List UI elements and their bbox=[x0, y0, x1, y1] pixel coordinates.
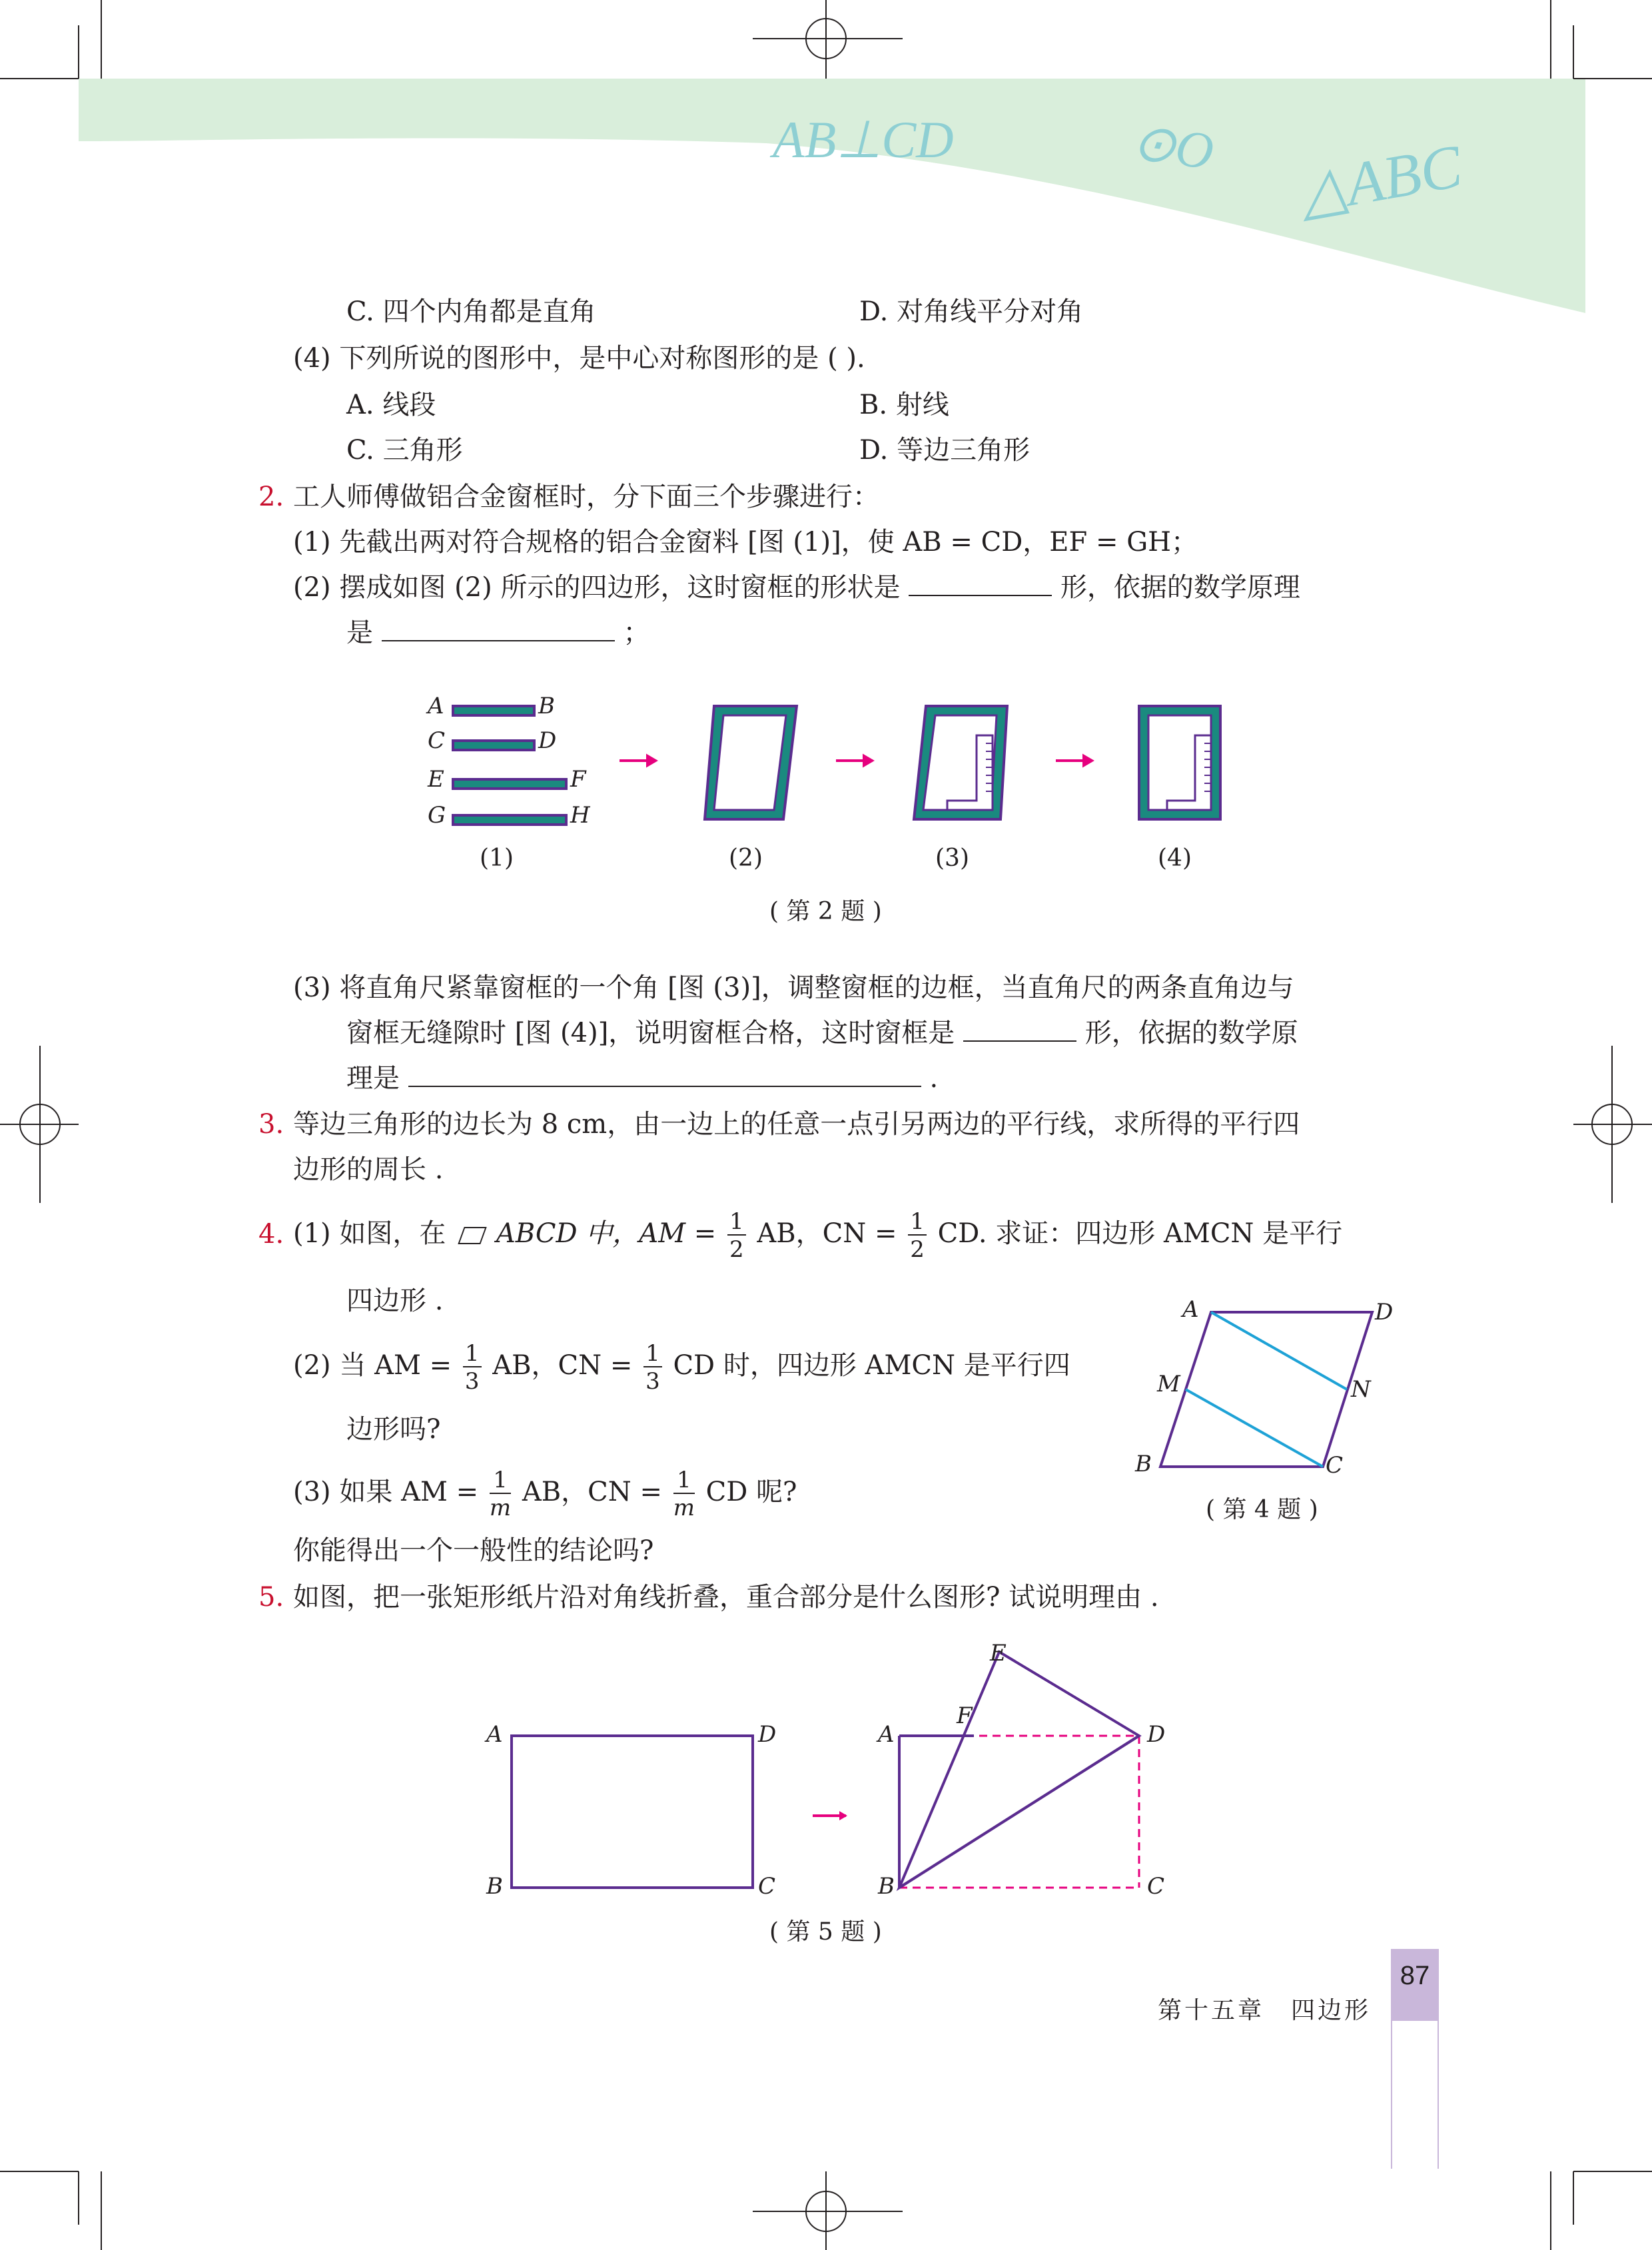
frac-num: 1 bbox=[908, 1210, 927, 1236]
q2-step-2-text-b: 形，依据的数学原理 bbox=[1060, 572, 1300, 603]
q4-general-conclusion: 你能得出一个一般性的结论吗? bbox=[293, 1535, 654, 1566]
frac-num: 1 bbox=[490, 1469, 511, 1494]
fig4-label-a: A bbox=[1182, 1296, 1199, 1323]
frac-num: 1 bbox=[727, 1210, 746, 1236]
fig2-label-f: F bbox=[570, 766, 586, 793]
fraction-one-third-am bbox=[463, 1342, 482, 1393]
parallelogram-abcd bbox=[1160, 1312, 1372, 1467]
page-number: 87 bbox=[1400, 1961, 1430, 1990]
q2-step-3-text-c: 形，依据的数学原 bbox=[1084, 1018, 1298, 1048]
arrow-1-head bbox=[647, 756, 655, 765]
q4-2-text-a: (2) 当 AM = bbox=[293, 1350, 452, 1381]
fig2-label-a: A bbox=[428, 693, 444, 719]
fig2-caption: ( 第 2 题 ) bbox=[769, 898, 882, 925]
segment-an bbox=[1211, 1312, 1347, 1389]
q2-step-2 bbox=[293, 569, 1300, 606]
frac-den: 2 bbox=[910, 1236, 925, 1263]
fig5-right-label-c: C bbox=[1147, 1873, 1165, 1900]
fig5-right-label-e: E bbox=[990, 1640, 1007, 1667]
figure-2 bbox=[400, 679, 1266, 839]
bar-ef bbox=[453, 779, 566, 789]
rectangle-abcd bbox=[512, 1736, 753, 1888]
fig5-right-label-b: B bbox=[878, 1873, 895, 1900]
arrow-2-head bbox=[864, 756, 872, 765]
q1-4-stem: (4) 下列所说的图形中，是中心对称图形的是 ( ). bbox=[293, 343, 865, 374]
fig5-right-label-a: A bbox=[878, 1721, 895, 1748]
arrows-fig2 bbox=[620, 756, 1092, 765]
arrow-fig5 bbox=[813, 1811, 847, 1820]
fig2-label-c: C bbox=[428, 727, 446, 754]
fig5-right-label-f: F bbox=[957, 1702, 973, 1729]
fraction-one-half-cn bbox=[908, 1210, 927, 1261]
fig5-caption: ( 第 5 题 ) bbox=[769, 1918, 882, 1946]
fraction-one-half-am bbox=[727, 1210, 746, 1261]
frame-4-rectangle bbox=[1139, 706, 1220, 819]
q4-2-text-b: AB，CN = bbox=[492, 1350, 633, 1381]
q4-1-text-a: (1) 如图，在 bbox=[293, 1218, 446, 1249]
q4-2-text-c: CD 时，四边形 AMCN 是平行四 bbox=[673, 1350, 1070, 1381]
q4-number: 4. bbox=[258, 1219, 284, 1250]
figure-5 bbox=[466, 1625, 1266, 1905]
fig2-label-e: E bbox=[428, 766, 444, 793]
page-tab bbox=[1391, 1949, 1439, 2021]
q5-number: 5. bbox=[258, 1582, 284, 1613]
bar-gh bbox=[453, 815, 566, 825]
q4-3-text-b: AB，CN = bbox=[522, 1477, 662, 1507]
q4-3-line bbox=[293, 1465, 797, 1519]
folded-figure bbox=[899, 1652, 1139, 1888]
arrow-3-head bbox=[1084, 756, 1092, 765]
frac-den: m bbox=[673, 1495, 695, 1521]
fig5-left-label-c: C bbox=[758, 1873, 776, 1900]
diagonal-bd bbox=[899, 1736, 1139, 1888]
q4-1-line bbox=[293, 1207, 1342, 1261]
q2-step-3-blank-shape[interactable] bbox=[963, 1016, 1076, 1042]
fig2-subcaption-1: (1) bbox=[480, 845, 514, 872]
frac-num: 1 bbox=[463, 1342, 482, 1367]
q3-line2: 边形的周长 . bbox=[293, 1154, 444, 1185]
frame-2-parallelogram bbox=[705, 706, 797, 819]
fig2-label-h: H bbox=[570, 802, 590, 829]
fig4-label-b: B bbox=[1135, 1451, 1152, 1477]
fig5-left-label-a: A bbox=[486, 1721, 503, 1748]
fig5-left-label-d: D bbox=[758, 1721, 777, 1748]
fig2-subcaption-4: (4) bbox=[1158, 845, 1192, 872]
q2-step-3-text-d: 理是 bbox=[346, 1063, 400, 1094]
q4-1-text-c: AB，CN = bbox=[757, 1218, 897, 1249]
frac-den: 3 bbox=[464, 1368, 480, 1395]
fig2-label-g: G bbox=[428, 802, 446, 829]
frac-den: 3 bbox=[645, 1368, 660, 1395]
q2-step-3-line1: (3) 将直角尺紧靠窗框的一个角 [图 (3)]，调整窗框的边框，当直角尺的两条直角边与 bbox=[293, 972, 1294, 1003]
q2-number: 2. bbox=[258, 482, 284, 512]
header-symbol-perpendicular: AB⊥CD bbox=[773, 111, 954, 169]
q4-3-text-c: CD 呢? bbox=[705, 1477, 797, 1507]
q5-stem: 如图，把一张矩形纸片沿对角线折叠，重合部分是什么图形? 试说明理由 . bbox=[293, 1582, 1159, 1613]
q2-step-2-blank-shape[interactable] bbox=[909, 571, 1052, 596]
q4-1-cont: 四边形 . bbox=[346, 1286, 444, 1316]
q1-4-option-a: A. 线段 bbox=[346, 390, 436, 420]
q2-step-1: (1) 先截出两对符合规格的铝合金窗料 [图 (1)]，使 AB = CD，EF = GH； bbox=[293, 527, 1198, 558]
q2-step-3-text-e: . bbox=[929, 1063, 939, 1094]
fig5-left-label-b: B bbox=[486, 1873, 503, 1900]
parallelogram-symbol bbox=[458, 1227, 486, 1244]
q2-step-2-text-a: (2) 摆成如图 (2) 所示的四边形，这时窗框的形状是 bbox=[293, 572, 901, 603]
q1-4-option-b: B. 射线 bbox=[859, 390, 949, 420]
fig4-caption: ( 第 4 题 ) bbox=[1206, 1496, 1318, 1523]
frame-3-with-ruler bbox=[914, 706, 1007, 819]
fig2-label-b: B bbox=[538, 693, 555, 719]
crop-mark-top bbox=[0, 0, 1652, 79]
fig4-label-m: M bbox=[1157, 1371, 1180, 1397]
q4-1-text-b: ABCD 中，AM = bbox=[496, 1218, 717, 1249]
fraction-one-third-cn bbox=[643, 1342, 662, 1393]
fig2-subcaption-3: (3) bbox=[935, 845, 969, 872]
fig4-label-n: N bbox=[1351, 1376, 1371, 1403]
q2-step-2-blank-principle[interactable] bbox=[382, 616, 615, 641]
q1-4-option-d: D. 等边三角形 bbox=[859, 435, 1031, 466]
crop-marks-bottom bbox=[0, 2145, 1652, 2250]
q3-number: 3. bbox=[258, 1109, 284, 1140]
q1-option-d: D. 对角线平分对角 bbox=[859, 296, 1084, 327]
segment-mc bbox=[1186, 1389, 1323, 1467]
q1-option-c: C. 四个内角都是直角 bbox=[346, 296, 596, 327]
q4-3-text-a: (3) 如果 AM = bbox=[293, 1477, 479, 1507]
fraction-one-m-am bbox=[490, 1469, 511, 1519]
fraction-one-m-cn bbox=[673, 1469, 695, 1519]
q3-line1: 等边三角形的边长为 8 cm，由一边上的任意一点引另两边的平行线，求所得的平行四 bbox=[293, 1109, 1300, 1140]
q2-step-2-cont bbox=[346, 614, 649, 651]
q1-4-option-c: C. 三角形 bbox=[346, 435, 463, 466]
q4-2-line bbox=[293, 1339, 1070, 1393]
header-symbol-triangle: △ABC bbox=[1294, 131, 1467, 227]
fig4-label-c: C bbox=[1326, 1452, 1344, 1479]
frac-den: 2 bbox=[729, 1236, 744, 1263]
footer-chapter: 第十五章 四边形 bbox=[1158, 1997, 1372, 2024]
fig2-subcaption-2: (2) bbox=[729, 845, 763, 872]
q2-step-3-text-b: 窗框无缝隙时 [图 (4)]，说明窗框合格，这时窗框是 bbox=[346, 1018, 955, 1048]
fig4-label-d: D bbox=[1375, 1299, 1394, 1325]
fig2-label-d: D bbox=[538, 727, 557, 754]
bar-cd bbox=[453, 741, 534, 750]
header-symbol-circle: ⊙O bbox=[1128, 111, 1218, 181]
q4-1-text-d: CD. 求证：四边形 AMCN 是平行 bbox=[937, 1218, 1343, 1249]
q2-stem: 工人师傅做铝合金窗框时，分下面三个步骤进行： bbox=[293, 482, 879, 512]
bar-ab bbox=[453, 706, 534, 715]
q2-step-2-text-d: ； bbox=[623, 617, 650, 648]
fig5-right-label-d: D bbox=[1147, 1721, 1166, 1748]
q2-step-2-text-c: 是 bbox=[346, 617, 373, 648]
triangle-bed bbox=[899, 1652, 1139, 1888]
frac-den: m bbox=[489, 1495, 512, 1521]
frac-num: 1 bbox=[643, 1342, 662, 1367]
crop-marks-side bbox=[0, 1039, 1652, 1212]
q4-2-cont: 边形吗? bbox=[346, 1414, 441, 1445]
frac-num: 1 bbox=[673, 1469, 695, 1494]
